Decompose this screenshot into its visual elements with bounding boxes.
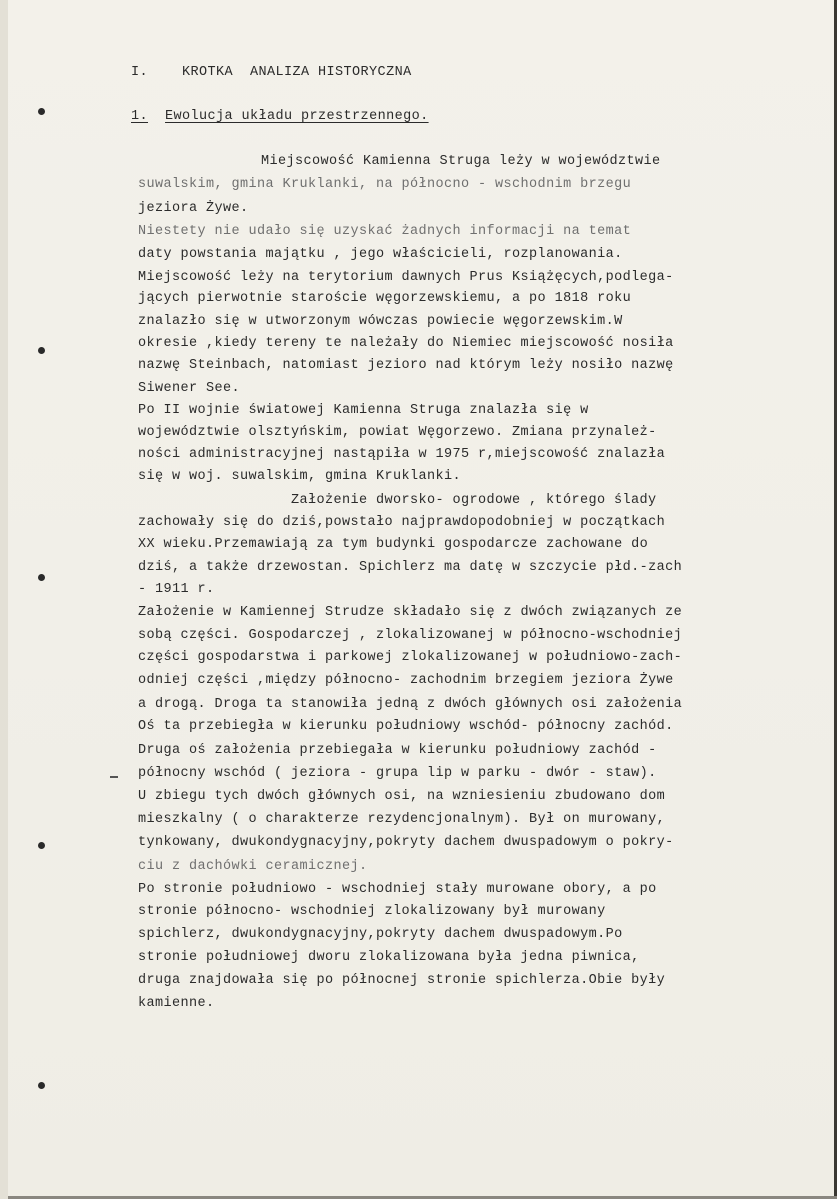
text-line: daty powstania majątku , jego właścicieli, rozplanowania. bbox=[138, 247, 623, 262]
text-line: części gospodarstwa i parkowej zlokalizowanej w południowo-zach- bbox=[138, 650, 683, 665]
text-line: ności administracyjnej nastąpiła w 1975 r,miejscowość znalazła bbox=[138, 447, 666, 462]
text-line: Miejscowość Kamienna Struga leży w województwie bbox=[261, 154, 661, 169]
text-line: Niestety nie udało się uzyskać żadnych informacji na temat bbox=[138, 224, 632, 239]
text-line: województwie olsztyńskim, powiat Węgorzewo. Zmiana przynależ- bbox=[138, 425, 657, 440]
text-line: suwalskim, gmina Kruklanki, na północno - wschodnim brzegu bbox=[138, 177, 632, 192]
margin-dash-mark bbox=[110, 776, 118, 778]
text-line: stronie północno- wschodniej zlokalizowany był murowany bbox=[138, 904, 606, 919]
text-line: - 1911 r. bbox=[138, 582, 215, 597]
text-line: stronie południowej dworu zlokalizowana była jedna piwnica, bbox=[138, 950, 640, 965]
text-line: odniej części ,między północno- zachodnim brzegiem jeziora Żywe bbox=[138, 673, 674, 688]
binder-hole-mark bbox=[38, 1082, 45, 1089]
text-line: Siwener See. bbox=[138, 381, 241, 396]
text-line: okresie ,kiedy tereny te należały do Niemiec miejscowość nosiła bbox=[138, 336, 674, 351]
text-line: Założenie dworsko- ogrodowe , którego ślady bbox=[291, 493, 657, 508]
section-heading bbox=[131, 110, 429, 124]
text-line: tynkowany, dwukondygnacyjny,pokryty dachem dwuspadowym o pokry- bbox=[138, 835, 674, 850]
text-line: dziś, a także drzewostan. Spichlerz ma datę w szczycie płd.-zach bbox=[138, 560, 683, 575]
text-line: Oś ta przebiegła w kierunku południowy wschód- północny zachód. bbox=[138, 719, 674, 734]
binder-hole-mark bbox=[38, 842, 45, 849]
text-line: nazwę Steinbach, natomiast jezioro nad którym leży nosiło nazwę bbox=[138, 358, 674, 373]
text-line: jeziora Żywe. bbox=[138, 201, 249, 216]
text-line: Po II wojnie światowej Kamienna Struga znalazła się w bbox=[138, 403, 589, 418]
text-line: a drogą. Droga ta stanowiła jedną z dwóch głównych osi założenia bbox=[138, 697, 683, 712]
text-line: sobą części. Gospodarczej , zlokalizowanej w północno-wschodniej bbox=[138, 628, 683, 643]
section-title: Ewolucja układu przestrzennego. bbox=[165, 109, 429, 124]
text-line: zachowały się do dziś,powstało najprawdopodobniej w początkach bbox=[138, 515, 666, 530]
text-line: druga znajdowała się po północnej stronie spichlerza.Obie były bbox=[138, 973, 666, 988]
chapter-heading bbox=[131, 66, 412, 80]
text-line: kamienne. bbox=[138, 996, 215, 1011]
text-line: ciu z dachówki ceramicznej. bbox=[138, 859, 368, 874]
text-line: mieszkalny ( o charakterze rezydencjonalnym). Był on murowany, bbox=[138, 812, 666, 827]
text-line: U zbiegu tych dwóch głównych osi, na wzniesieniu zbudowano dom bbox=[138, 789, 666, 804]
text-line: Założenie w Kamiennej Strudze składało się z dwóch związanych ze bbox=[138, 605, 683, 620]
chapter-title: KROTKA ANALIZA HISTORYCZNA bbox=[182, 65, 412, 80]
text-line: XX wieku.Przemawiają za tym budynki gospodarcze zachowane do bbox=[138, 537, 649, 552]
text-line: się w woj. suwalskim, gmina Kruklanki. bbox=[138, 469, 462, 484]
typed-text-body bbox=[8, 0, 683, 1011]
section-number: 1. bbox=[131, 109, 149, 124]
text-line: Miejscowość leży na terytorium dawnych Prus Książęcych,podlega- bbox=[138, 270, 674, 285]
text-line: północny wschód ( jeziora - grupa lip w parku - dwór - staw). bbox=[138, 766, 657, 781]
text-line: jących pierwotnie staroście węgorzewskiemu, a po 1818 roku bbox=[138, 291, 632, 306]
text-line: Druga oś założenia przebiegała w kierunku południowy zachód - bbox=[138, 743, 657, 758]
text-line: znalazło się w utworzonym wówczas powiecie węgorzewskim.W bbox=[138, 314, 623, 329]
chapter-number: I. bbox=[131, 65, 149, 80]
text-line: spichlerz, dwukondygnacyjny,pokryty dachem dwuspadowym.Po bbox=[138, 927, 623, 942]
text-line: Po stronie południowo - wschodniej stały murowane obory, a po bbox=[138, 882, 657, 897]
